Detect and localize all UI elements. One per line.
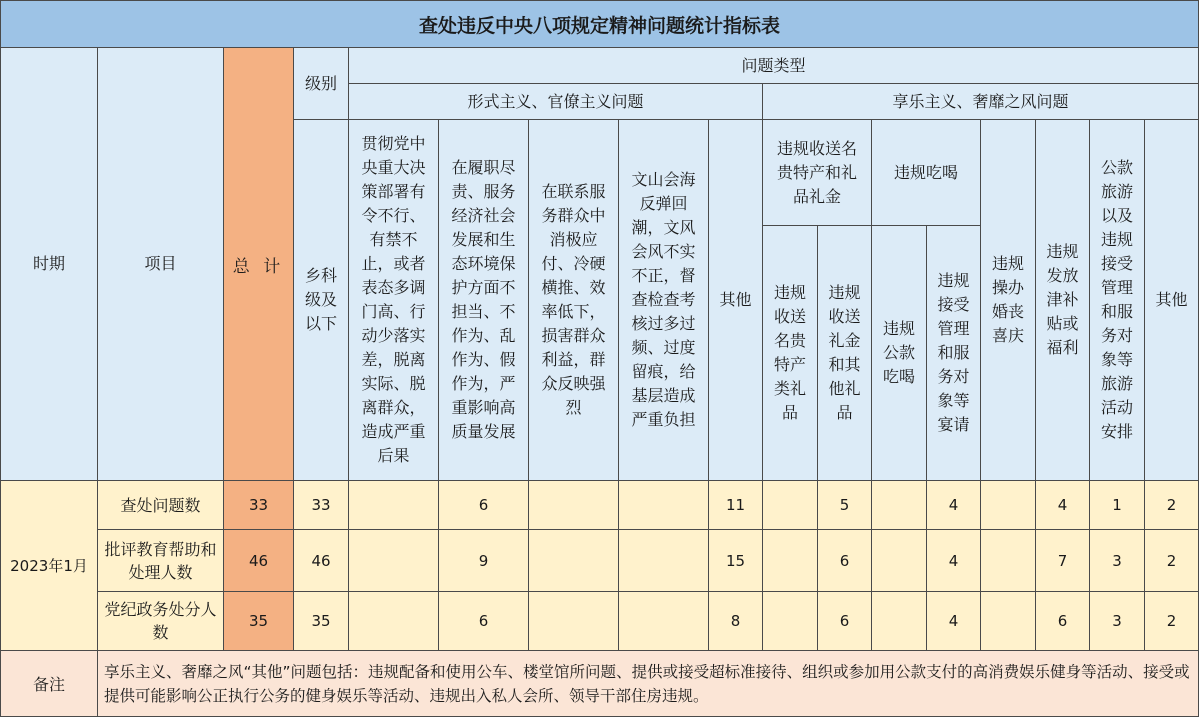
formalism-1-cell: [349, 530, 439, 592]
gift-1-cell: [763, 592, 818, 651]
formalism-4-cell: [619, 530, 709, 592]
total-value: 35: [248, 612, 269, 630]
gift-2-cell: [818, 530, 872, 592]
header-total-text: 总 计: [232, 256, 285, 277]
level-value: 33: [311, 496, 331, 514]
header-eat-group: [872, 120, 981, 226]
formalism-other-cell: [709, 481, 763, 530]
header-travel: [1090, 120, 1145, 481]
row-label-text: 查处问题数: [120, 495, 201, 515]
total-cell: [224, 481, 294, 530]
formalism-other-value: 8: [730, 612, 741, 630]
hedonism-other-value: 2: [1166, 551, 1177, 570]
formalism-2-cell: [439, 481, 529, 530]
gift-2-value: 5: [839, 496, 850, 514]
header-formalism-3: [529, 120, 619, 481]
gift-2-value: 6: [839, 612, 850, 630]
header-travel-text: 公款旅游以及违规接受管理和服务对象等旅游活动安排: [1100, 158, 1133, 441]
header-item-text: 项目: [144, 254, 177, 273]
total-cell: [224, 530, 294, 592]
formalism-4-cell: [619, 481, 709, 530]
formalism-4-cell: [619, 592, 709, 651]
wedding-cell: [981, 481, 1036, 530]
header-formalism-2: [439, 120, 529, 481]
header-eat-1-text: 违规公款吃喝: [882, 319, 915, 386]
eat-1-cell: [872, 481, 927, 530]
header-formalism-4: [619, 120, 709, 481]
header-hedonism-other-text: 其他: [1155, 290, 1188, 309]
note-label-text: 备注: [32, 675, 65, 694]
level-cell: [294, 592, 349, 651]
eat-2-cell: [927, 481, 981, 530]
travel-cell: [1090, 481, 1145, 530]
formalism-other-value: 11: [725, 496, 746, 514]
header-level-sub: [294, 120, 349, 481]
header-period: [0, 48, 98, 481]
wedding-cell: [981, 592, 1036, 651]
eat-2-value: 4: [948, 612, 959, 630]
formalism-2-value: 6: [478, 612, 489, 630]
subsidy-cell: [1036, 592, 1090, 651]
note-label: [0, 651, 98, 717]
eat-2-cell: [927, 592, 981, 651]
eat-2-value: 4: [948, 496, 959, 514]
subsidy-value: 6: [1057, 612, 1068, 630]
note-text: [98, 651, 1199, 717]
hedonism-other-value: 2: [1166, 496, 1177, 514]
header-gift-1-text: 违规收送名贵特产类礼品: [773, 283, 806, 422]
subsidy-cell: [1036, 530, 1090, 592]
eat-1-cell: [872, 530, 927, 592]
period-cell-text: 2023年1月: [10, 557, 88, 575]
header-formalism-other-text: 其他: [719, 290, 752, 309]
header-formalism-group: [349, 84, 763, 120]
formalism-1-cell: [349, 481, 439, 530]
header-hedonism-group: [763, 84, 1199, 120]
level-value: 46: [311, 551, 331, 570]
formalism-3-cell: [529, 530, 619, 592]
header-eat-2: [927, 226, 981, 481]
header-level-text: 级别: [304, 73, 337, 93]
note-text-content: 享乐主义、奢靡之风“其他”问题包括：违规配备和使用公车、楼堂馆所问题、提供或接受超标准接待、组织或参加用公款支付的高消费娱乐健身等活动、接受或提供可能影响公正执行公务的健身娱乐等活动、违规出入私人会所、领导干部住房违规。: [104, 662, 1190, 705]
hedonism-other-value: 2: [1166, 612, 1177, 630]
header-problem-type: [349, 48, 1199, 84]
header-wedding: [981, 120, 1036, 481]
formalism-3-cell: [529, 481, 619, 530]
header-formalism-3-text: 在联系服务群众中消极应付、冷硬横推、效率低下，损害群众利益，群众反映强烈: [541, 182, 606, 417]
wedding-cell: [981, 530, 1036, 592]
row-label: [98, 530, 224, 592]
formalism-other-value: 15: [725, 551, 746, 570]
travel-cell: [1090, 530, 1145, 592]
total-value: 33: [248, 496, 269, 514]
subsidy-value: 7: [1057, 551, 1068, 570]
eat-2-value: 4: [948, 551, 959, 570]
table-title-text: 查处违反中央八项规定精神问题统计指标表: [418, 14, 780, 37]
row-label-text: 批评教育帮助和处理人数: [104, 539, 217, 582]
header-problem-type-text: 问题类型: [741, 55, 806, 75]
row-label: [98, 592, 224, 651]
hedonism-other-cell: [1145, 592, 1199, 651]
travel-cell: [1090, 592, 1145, 651]
header-level: [294, 48, 349, 120]
header-gift-2-text: 违规收送礼金和其他礼品: [828, 283, 861, 422]
header-formalism-1-text: 贯彻党中央重大决策部署有令不行、有禁不止，或者表态多调门高、行动少落实差，脱离实际、脱离群众，造成严重后果: [361, 134, 426, 465]
level-cell: [294, 481, 349, 530]
header-hedonism-group-text: 享乐主义、奢靡之风问题: [892, 91, 1069, 111]
formalism-1-cell: [349, 592, 439, 651]
row-label-text: 党纪政务处分人数: [104, 600, 217, 642]
subsidy-cell: [1036, 481, 1090, 530]
level-cell: [294, 530, 349, 592]
header-subsidy-text: 违规发放津补贴或福利: [1046, 242, 1079, 357]
formalism-2-cell: [439, 592, 529, 651]
row-label: [98, 481, 224, 530]
header-item: [98, 48, 224, 481]
gift-2-value: 6: [839, 551, 850, 570]
header-eat-group-text: 违规吃喝: [893, 162, 958, 182]
header-wedding-text: 违规操办婚丧喜庆: [991, 254, 1024, 345]
header-level-sub-text: 乡科级及以下: [304, 266, 337, 333]
formalism-3-cell: [529, 592, 619, 651]
header-period-text: 时期: [32, 254, 65, 273]
travel-value: 3: [1112, 612, 1122, 630]
travel-value: 3: [1112, 551, 1122, 570]
header-eat-2-text: 违规接受管理和服务对象等宴请: [937, 271, 970, 434]
header-eat-1: [872, 226, 927, 481]
table-title: [0, 0, 1199, 48]
hedonism-other-cell: [1145, 481, 1199, 530]
header-total: [224, 48, 294, 481]
header-gift-group: [763, 120, 872, 226]
header-gift-2: [818, 226, 872, 481]
header-formalism-4-text: 文山会海反弹回潮，文风会风不实不正，督查检查考核过多过频、过度留痕，给基层造成严重负担: [631, 170, 696, 429]
formalism-2-value: 9: [478, 551, 489, 570]
formalism-2-value: 6: [478, 496, 489, 514]
formalism-other-cell: [709, 530, 763, 592]
total-cell: [224, 592, 294, 651]
header-formalism-other: [709, 120, 763, 481]
gift-2-cell: [818, 481, 872, 530]
header-gift-group-text: 违规收送名贵特产和礼品礼金: [776, 138, 857, 206]
header-hedonism-other: [1145, 120, 1199, 481]
eat-2-cell: [927, 530, 981, 592]
period-cell: [0, 481, 98, 651]
hedonism-other-cell: [1145, 530, 1199, 592]
gift-1-cell: [763, 481, 818, 530]
subsidy-value: 4: [1057, 496, 1068, 514]
header-subsidy: [1036, 120, 1090, 481]
formalism-2-cell: [439, 530, 529, 592]
eat-1-cell: [872, 592, 927, 651]
gift-1-cell: [763, 530, 818, 592]
formalism-other-cell: [709, 592, 763, 651]
gift-2-cell: [818, 592, 872, 651]
total-value: 46: [248, 551, 269, 570]
header-formalism-1: [349, 120, 439, 481]
travel-value: 1: [1112, 496, 1122, 514]
header-gift-1: [763, 226, 818, 481]
header-formalism-group-text: 形式主义、官僚主义问题: [467, 91, 644, 111]
header-formalism-2-text: 在履职尽责、服务经济社会发展和生态环境保护方面不担当、不作为、乱作为、假作为，严重影响高质量发展: [451, 158, 516, 441]
level-value: 35: [311, 612, 331, 630]
